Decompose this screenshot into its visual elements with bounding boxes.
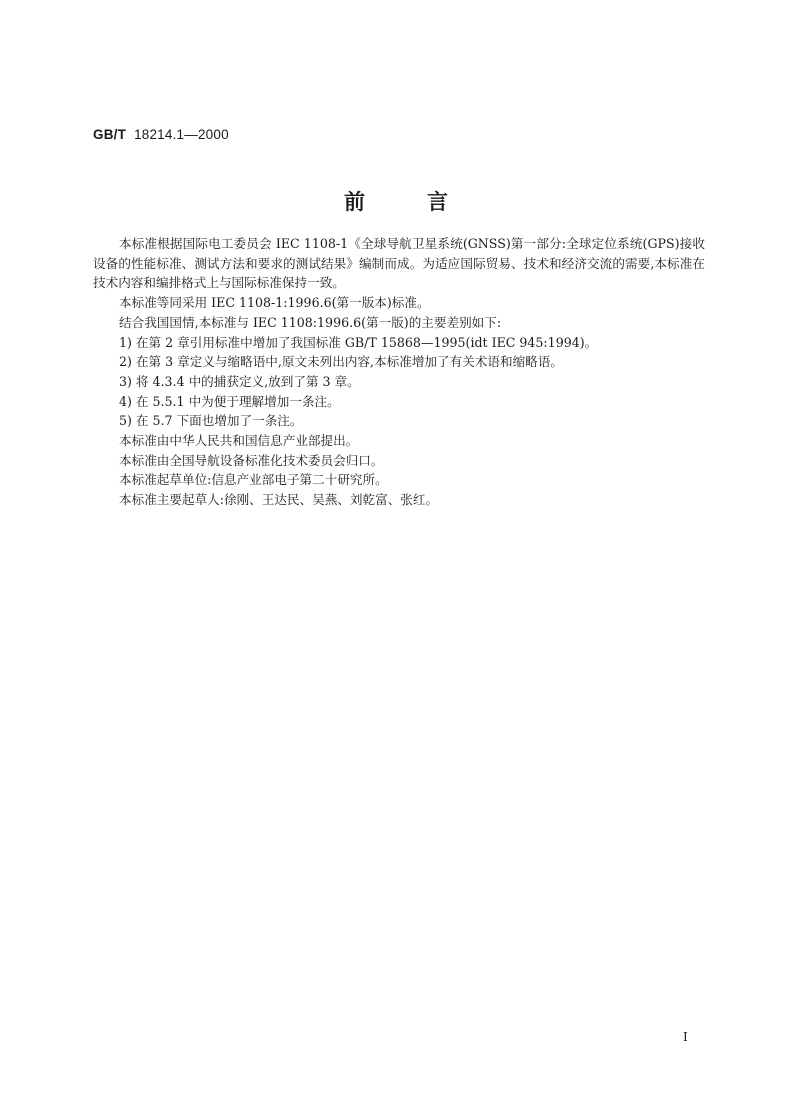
paragraph: 本标准起草单位:信息产业部电子第二十研究所。 xyxy=(119,472,388,488)
list-item: 2) 在第 3 章定义与缩略语中,原文未列出内容,本标准增加了有关术语和缩略语。 xyxy=(119,354,563,370)
paragraph: 结合我国国情,本标准与 IEC 1108:1996.6(第一版)的主要差别如下: xyxy=(119,314,502,330)
paragraph: 本标准由全国导航设备标准化技术委员会归口。 xyxy=(119,452,384,468)
standard-code: 18214.1—2000 xyxy=(134,127,229,142)
list-item: 3) 将 4.3.4 中的捕获定义,放到了第 3 章。 xyxy=(119,373,360,389)
paragraph: 本标准等同采用 IEC 1108-1:1996.6(第一版本)标准。 xyxy=(119,295,430,311)
paragraph: 本标准根据国际电工委员会 IEC 1108-1《全球导航卫星系统(GNSS)第一部分:全球定位系统(GPS)接收设备的性能标准、测试方法和要求的测试结果》编制而成。为适应国际贸易、技术和经济交流的需要,本标准在技术内容和编排格式上与国际标准保持一致。 xyxy=(93,236,705,291)
foreword-body xyxy=(93,234,705,510)
list-item: 5) 在 5.7 下面也增加了一条注。 xyxy=(119,413,303,429)
paragraph: 本标准主要起草人:徐刚、王达民、吴燕、刘乾富、张红。 xyxy=(119,492,439,508)
standard-prefix: GB/T xyxy=(93,127,127,142)
paragraph: 本标准由中华人民共和国信息产业部提出。 xyxy=(119,433,359,449)
page-number: I xyxy=(683,1030,688,1044)
page-title: 前言 xyxy=(344,189,510,214)
list-item: 4) 在 5.5.1 中为便于理解增加一条注。 xyxy=(119,393,340,409)
standard-number xyxy=(93,127,229,142)
list-item: 1) 在第 2 章引用标准中增加了我国标准 GB/T 15868—1995(idt IEC 945:1994)。 xyxy=(119,334,598,350)
